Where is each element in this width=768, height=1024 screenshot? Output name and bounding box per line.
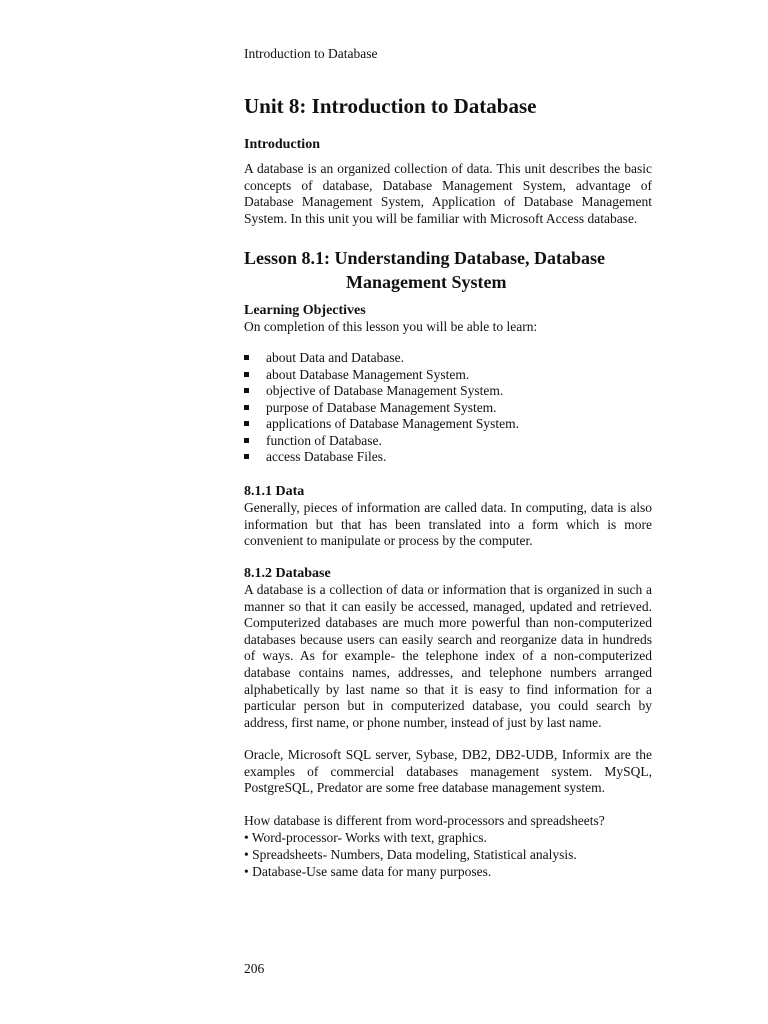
unit-title: Unit 8: Introduction to Database	[244, 94, 537, 118]
list-item: • Word-processor- Works with text, graphics.	[244, 830, 487, 845]
square-bullet-icon	[244, 454, 249, 459]
square-bullet-icon	[244, 388, 249, 393]
list-item: • Database-Use same data for many purposes.	[244, 864, 492, 879]
list-item: applications of Database Management System.	[244, 416, 519, 433]
square-bullet-icon	[244, 405, 249, 410]
lesson-title-line-1: Lesson 8.1: Understanding Database, Database	[244, 248, 606, 268]
list-item: • Spreadsheets- Numbers, Data modeling, Statistical analysis.	[244, 847, 577, 862]
list-item: purpose of Database Management System.	[244, 400, 519, 417]
page-number: 206	[244, 961, 265, 976]
difference-list	[244, 829, 577, 880]
section-database-heading: 8.1.2 Database	[244, 566, 331, 581]
lesson-title	[244, 246, 652, 294]
list-item: function of Database.	[244, 433, 519, 450]
list-item: access Database Files.	[244, 449, 519, 466]
database-examples-paragraph: Oracle, Microsoft SQL server, Sybase, DB2, DB2-UDB, Informix are the examples of commercial databases management system. MySQL, PostgreSQL, Predator are some free database management system.	[244, 747, 652, 796]
learning-objectives-heading: Learning Objectives	[244, 303, 366, 318]
lesson-title-line-2: Management System	[346, 272, 507, 292]
list-item: objective of Database Management System.	[244, 383, 519, 400]
square-bullet-icon	[244, 372, 249, 377]
section-data-paragraph: Generally, pieces of information are called data. In computing, data is also information but that has been translated into a form which is more convenient to manipulate or process by the computer.	[244, 500, 652, 549]
running-header: Introduction to Database	[244, 46, 378, 61]
square-bullet-icon	[244, 355, 249, 360]
section-data-heading: 8.1.1 Data	[244, 484, 305, 499]
list-item: about Database Management System.	[244, 367, 519, 384]
learning-objectives-list	[244, 350, 519, 466]
square-bullet-icon	[244, 438, 249, 443]
introduction-paragraph: A database is an organized collection of data. This unit describes the basic concepts of database, Database Management System, advantage of Database Management System, Application of Database Management System. In this unit you will be familiar with Microsoft Access database.	[244, 161, 652, 226]
learning-objectives-intro: On completion of this lesson you will be able to learn:	[244, 319, 538, 334]
difference-question: How database is different from word-processors and spreadsheets?	[244, 813, 605, 828]
square-bullet-icon	[244, 421, 249, 426]
list-item: about Data and Database.	[244, 350, 519, 367]
introduction-heading: Introduction	[244, 137, 320, 152]
section-database-paragraph: A database is a collection of data or information that is organized in such a manner so that it can easily be accessed, managed, updated and retrieved. Computerized databases are much more powerful than non-computerized databases because users can easily search and reorganize data in hundreds of ways. As for example- the telephone index of a non-computerized database contains names, addresses, and telephone numbers arranged alphabetically by last name so that it is easy to find information for a particular person but in computerized database, you could search by address, first name, or phone number, instead of just by last name.	[244, 582, 652, 730]
